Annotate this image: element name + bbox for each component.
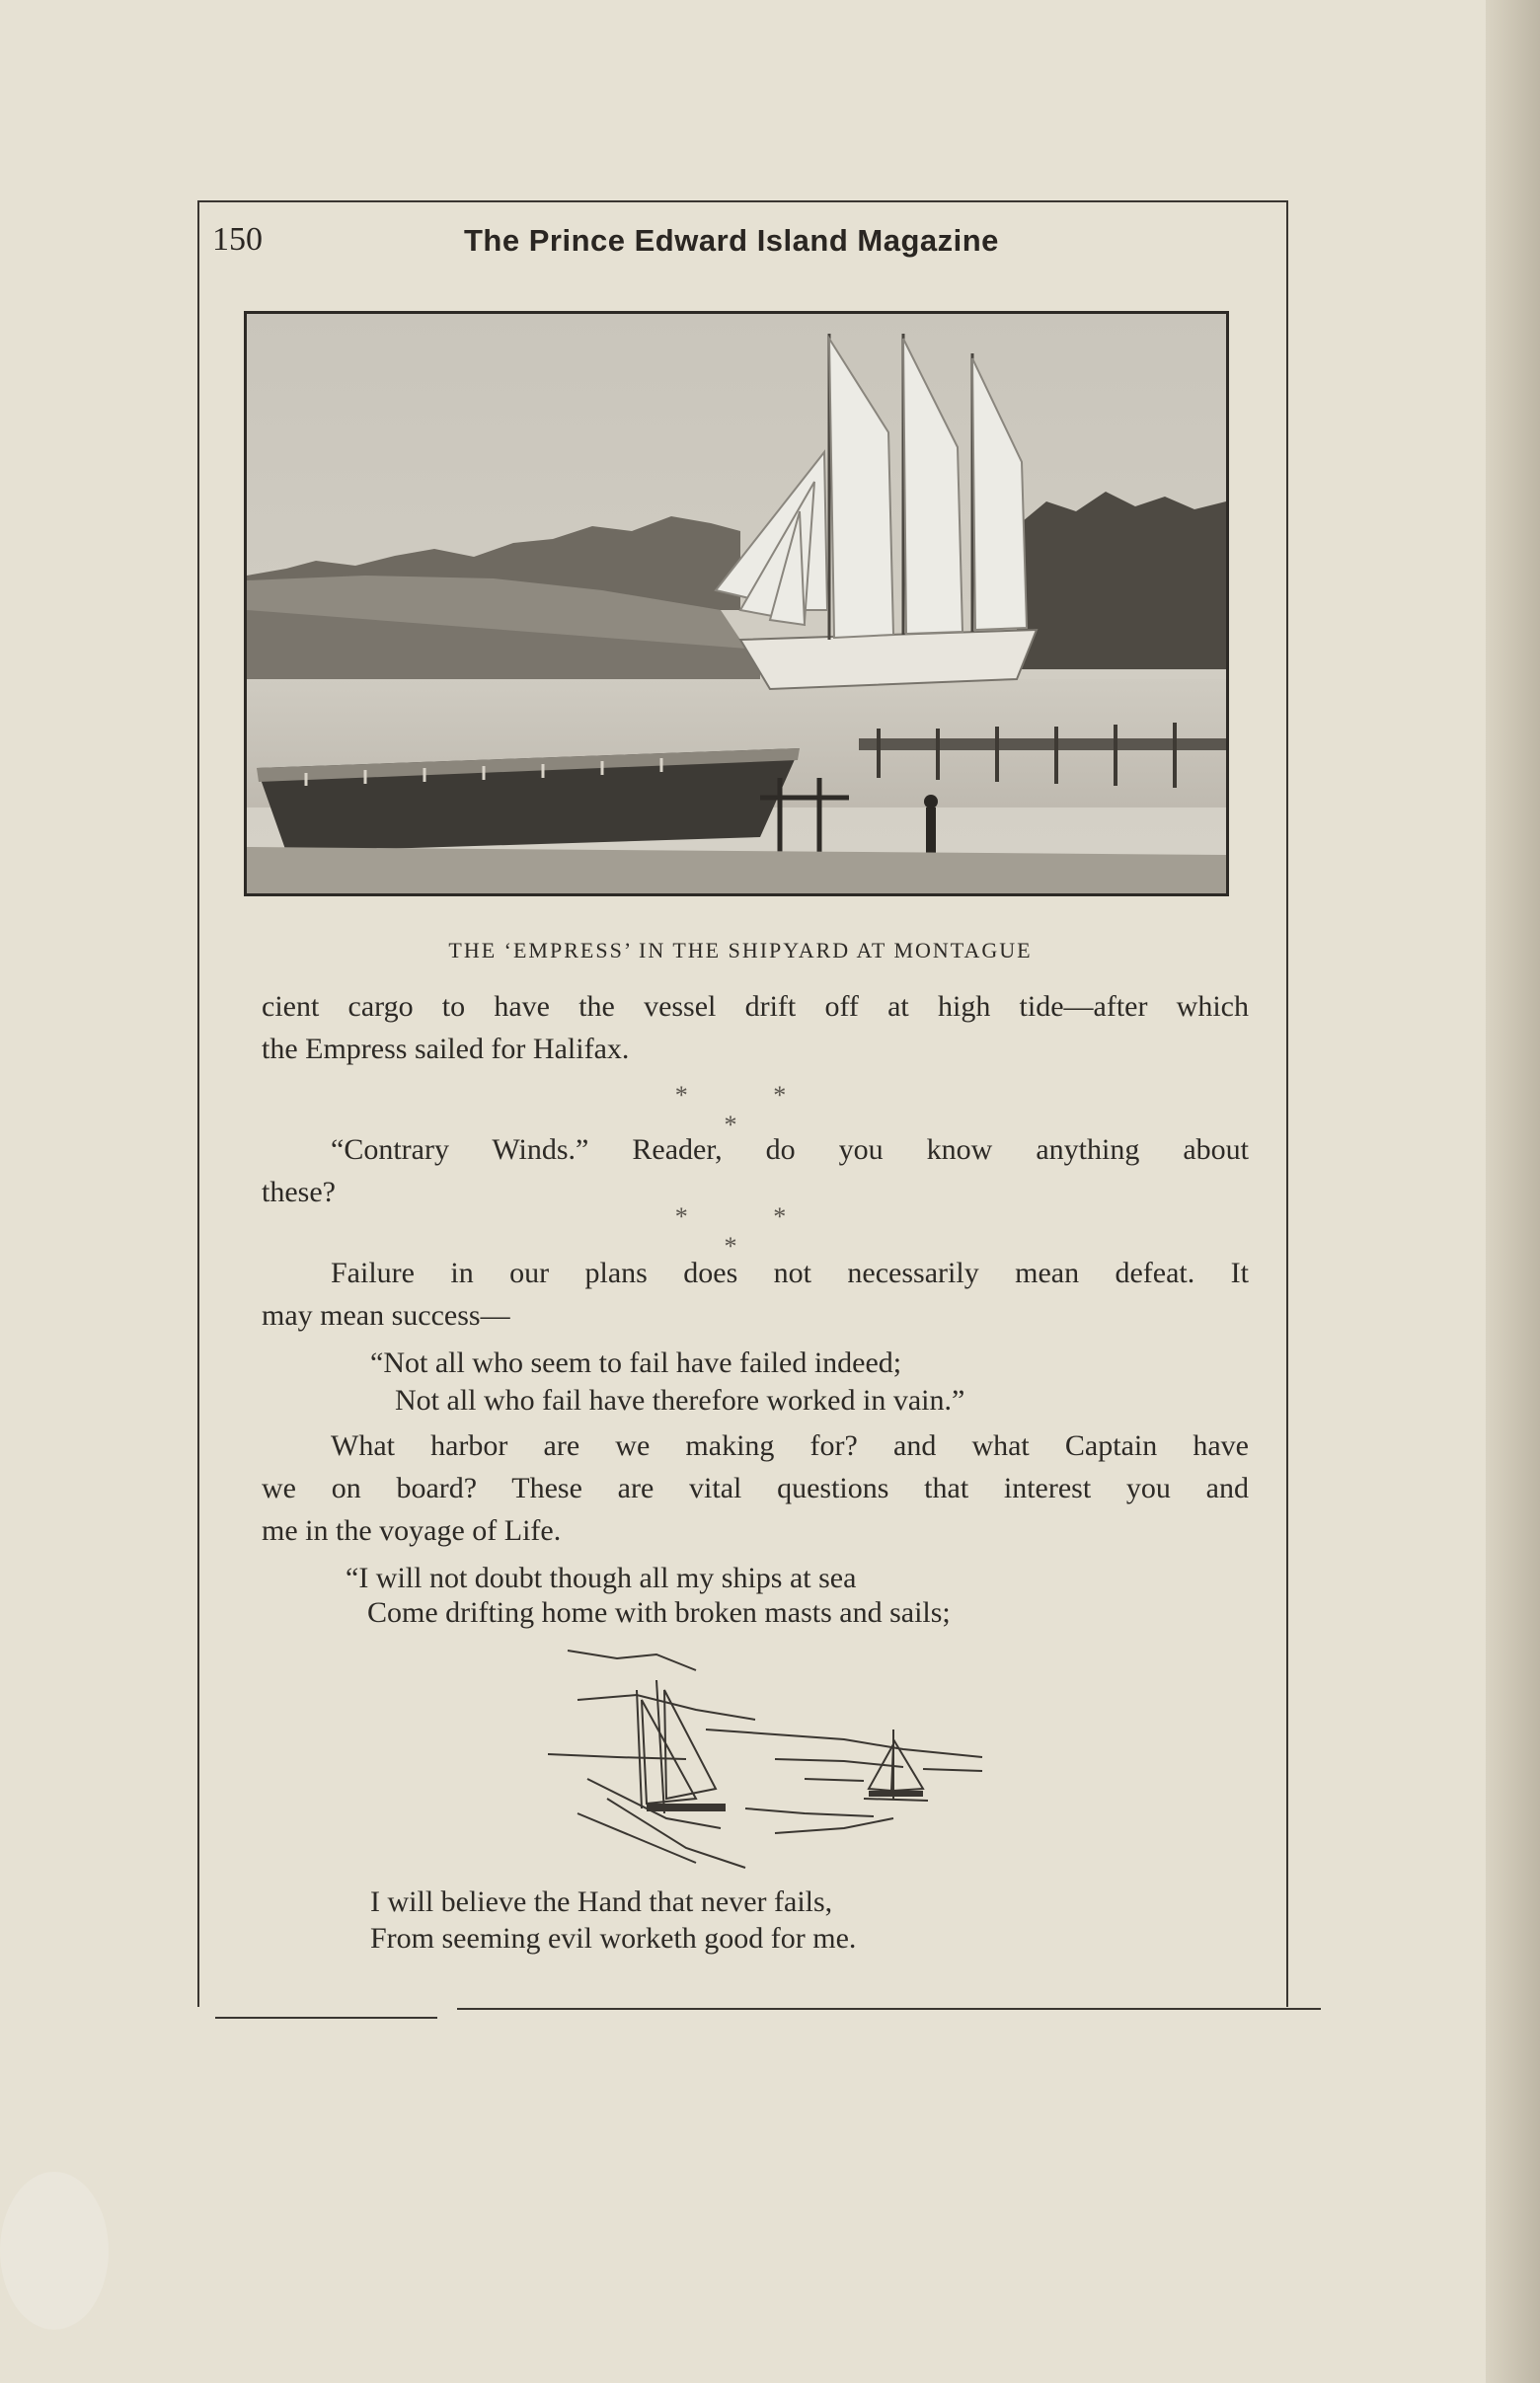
section-break-stars: * * * [674, 1081, 826, 1139]
text-line: the Empress sailed for Halifax. [262, 1033, 630, 1065]
text-line: may mean success— [262, 1299, 510, 1332]
poem-line: “I will not doubt though all my ships at sea [346, 1562, 857, 1594]
bottom-rule-right [457, 2008, 1321, 2010]
paragraph-failure [262, 1252, 1249, 1337]
poem-line: From seeming evil worketh good for me. [370, 1922, 857, 1955]
text-line: me in the voyage of Life. [262, 1514, 562, 1547]
page-number: 150 [212, 221, 263, 258]
frame-left-rule [197, 200, 199, 2007]
shipyard-photo-image [247, 314, 1226, 893]
text-line: Failure in our plans does not necessarily mean defeat. It [331, 1257, 1249, 1289]
photo-caption: THE ‘EMPRESS’ IN THE SHIPYARD AT MONTAGUE [448, 938, 1033, 962]
ship-sketch-image [548, 1641, 1007, 1878]
paragraph-harbor [262, 1424, 1249, 1552]
frame-top-rule [197, 200, 1288, 202]
text-line: What harbor are we making for? and what Captain have [331, 1429, 1249, 1462]
text-line: we on board? These are vital questions that interest you and [262, 1472, 1249, 1504]
quote-line: Not all who fail have therefore worked in vain.” [395, 1384, 965, 1417]
paragraph-contrary-winds [262, 1128, 1249, 1213]
page-edge [1486, 0, 1540, 2383]
ship-sketch-illustration [548, 1641, 1007, 1878]
shipyard-photograph [244, 311, 1229, 896]
paragraph-continuation [262, 985, 1249, 1070]
text-line: these? [262, 1176, 336, 1208]
paper-wear-mark [0, 2172, 109, 2330]
bottom-rule-left [215, 2017, 437, 2019]
quote-line: “Not all who seem to fail have failed indeed; [370, 1346, 902, 1379]
text-line: cient cargo to have the vessel drift off at high tide—after which [262, 990, 1249, 1023]
poem-line: Come drifting home with broken masts and sails; [367, 1596, 951, 1629]
section-break-stars: * * * [674, 1202, 826, 1261]
text-line: “Contrary Winds.” Reader, do you know anything about [331, 1133, 1249, 1166]
running-head [212, 219, 1071, 269]
frame-right-rule [1286, 200, 1288, 2007]
poem-line: I will believe the Hand that never fails, [370, 1885, 833, 1918]
magazine-title: The Prince Edward Island Magazine [464, 223, 999, 258]
